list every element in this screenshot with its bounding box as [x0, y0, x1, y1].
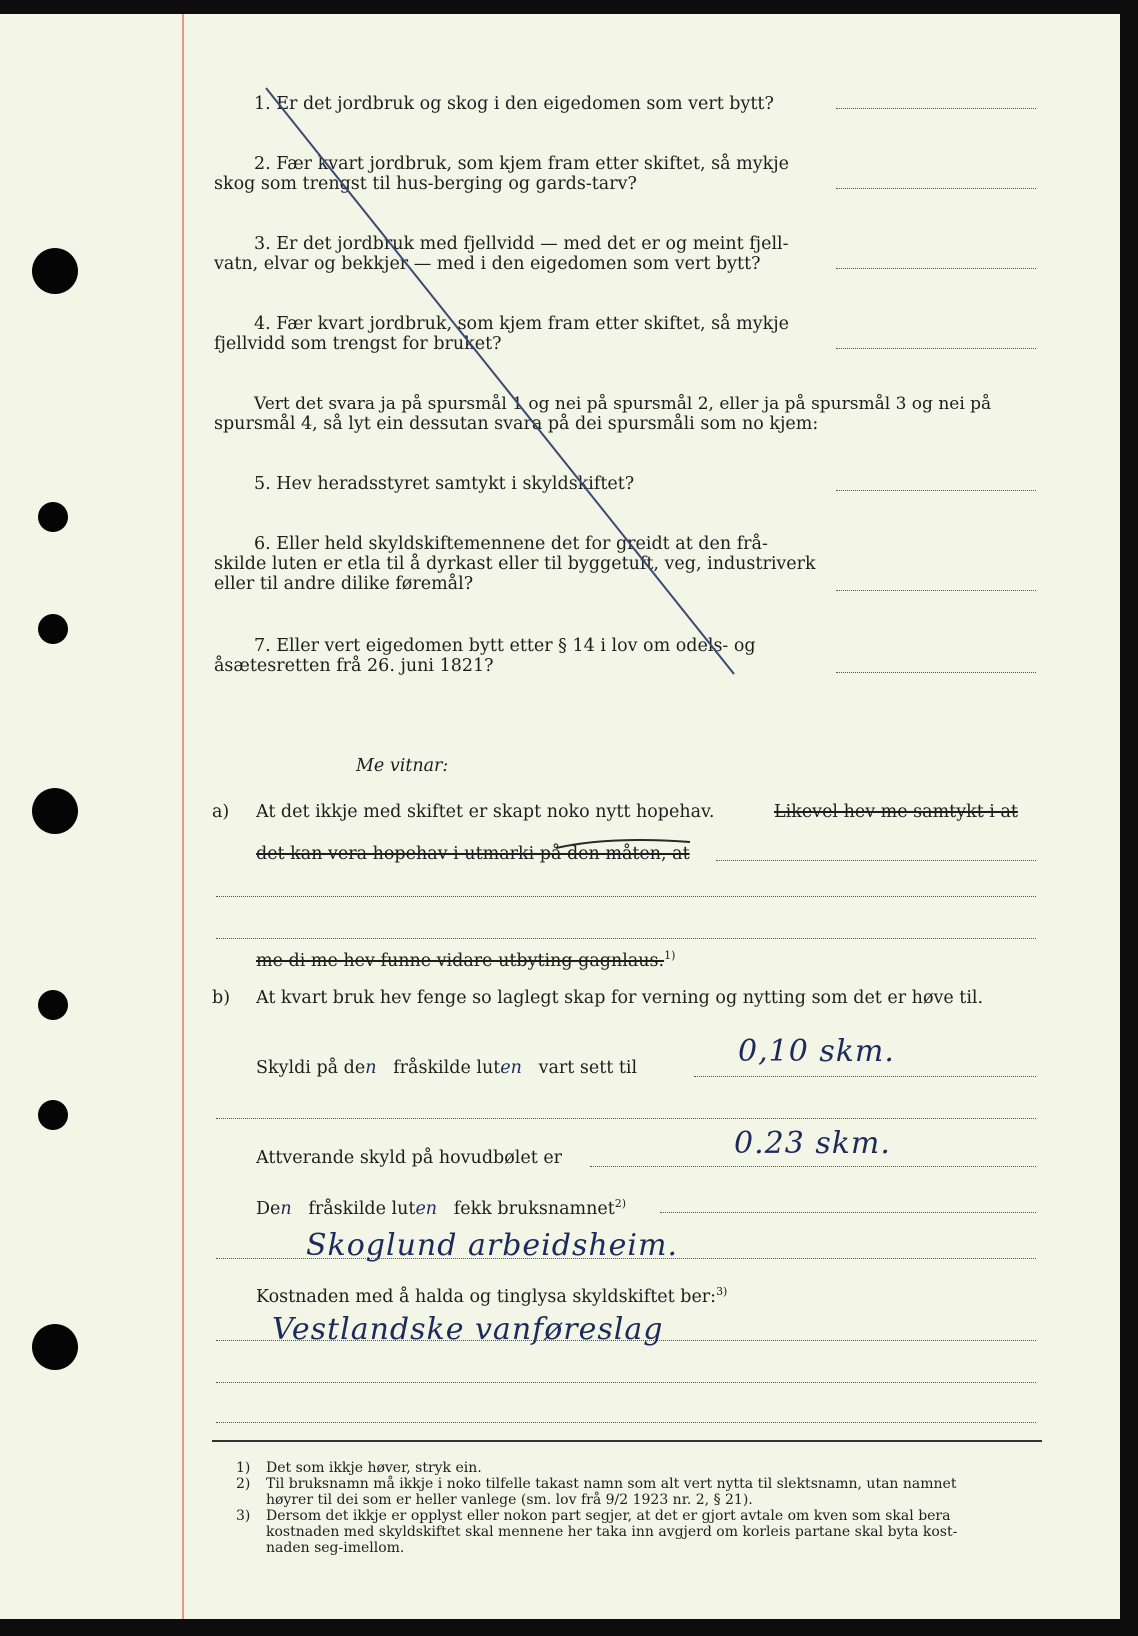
skyld-hand-a: n: [365, 1058, 377, 1078]
clause-a-struck-2: det kan vera hopehav i utmarki på den måten, at: [256, 844, 690, 864]
footnote-ref-2: 2): [614, 1197, 627, 1210]
footnote-2-line2: høyrer til dei som er heller vanlege (sm. lov frå 9/2 1923 nr. 2, § 21).: [266, 1492, 753, 1508]
skyld-label-a: Skyldi på de: [256, 1058, 366, 1078]
footnote-1-line1: Det som ikkje høver, stryk ein.: [266, 1460, 482, 1476]
question-1: 1. Er det jordbruk og skog i den eigedomen som vert bytt?: [254, 94, 774, 114]
hovudbol-label: Attverande skyld på hovudbølet er: [256, 1148, 563, 1168]
skyld-label-b: fråskilde lut: [393, 1058, 501, 1078]
footnote-2-line1: Til bruksnamn må ikkje i noko tilfelle takast namn som alt vert nytta til slektsnamn, utan namnet: [266, 1476, 957, 1492]
question-3-line1: 3. Er det jordbruk med fjellvidd — med det er og meint fjell-: [254, 234, 789, 254]
bruksnamn-value: Skoglund arbeidsheim.: [306, 1228, 679, 1263]
question-2-line1: 2. Fær kvart jordbruk, som kjem fram etter skiftet, så mykje: [254, 154, 789, 174]
footnote-3-line1: Dersom det ikkje er opplyst eller nokon part segjer, at det er gjort avtale om kven som skal bera: [266, 1508, 951, 1524]
question-6-line2: skilde luten er etla til å dyrkast eller til byggetuft, veg, industriverk: [214, 554, 816, 574]
question-4-line1: 4. Fær kvart jordbruk, som kjem fram etter skiftet, så mykje: [254, 314, 789, 334]
clause-a-struck-3-text: me di me hev funne vidare utbyting gagnlaus.: [256, 950, 665, 971]
bruksnamn-hand-a: n: [280, 1198, 292, 1219]
footnote-ref-3: 3): [716, 1285, 728, 1298]
question-7-line2: åsætesretten frå 26. juni 1821?: [214, 656, 494, 676]
skyld-label-c: vart sett til: [538, 1058, 638, 1078]
clause-a-label: a): [212, 802, 230, 822]
clause-a-struck-1: Likevel hev me samtykt i at: [774, 802, 1018, 822]
clause-b-text: At kvart bruk hev fenge so laglegt skap for verning og nytting som det er høve til.: [256, 988, 984, 1008]
footnote-3-num: 3): [236, 1508, 251, 1524]
footnote-3-line2: kostnaden med skyldskiftet skal mennene her taka inn avgjerd om korleis partane skal byta kost-: [266, 1524, 958, 1540]
question-6-line1: 6. Eller held skyldskiftemennene det for greidt at den frå-: [254, 534, 768, 554]
skyld-hand-b: en: [500, 1058, 522, 1078]
question-7-line1: 7. Eller vert eigedomen bytt etter § 14 i lov om odels- og: [254, 636, 756, 656]
scan-top-border: [0, 0, 1138, 14]
question-4-line2: fjellvidd som trengst for bruket?: [214, 334, 502, 354]
footnote-ref-1: 1): [664, 949, 676, 962]
bruksnamn-label-c: fekk bruksnamnet: [453, 1198, 615, 1219]
question-6-line3: eller til andre dilike føremål?: [214, 574, 474, 594]
bruksnamn-hand-b: en: [415, 1198, 438, 1219]
footnote-3-line3: naden seg-imellom.: [266, 1540, 405, 1556]
skyld-value: 0,10 skm.: [738, 1034, 895, 1069]
footnote-2-num: 2): [236, 1476, 251, 1492]
bruksnamn-label-a: De: [256, 1198, 281, 1219]
intro-line1: Vert det svara ja på spursmål 1 og nei på spursmål 2, eller ja på spursmål 3 og nei på: [254, 394, 992, 414]
footnote-1-num: 1): [236, 1460, 251, 1476]
kostnad-value: Vestlandske vanføreslag: [272, 1312, 664, 1347]
question-2-line2: skog som trengst til hus-berging og gards-tarv?: [214, 174, 637, 194]
hovudbol-value: 0.23 skm.: [734, 1126, 891, 1161]
cancel-stroke: [0, 14, 1120, 1619]
kostnad-label-text: Kostnaden med å halda og tinglysa skyldskiftet ber:: [256, 1286, 717, 1307]
form-page: [0, 14, 1120, 1619]
question-3-line2: vatn, elvar og bekkjer — med i den eigedomen som vert bytt?: [214, 254, 761, 274]
clause-b-label: b): [212, 988, 231, 1008]
intro-line2: spursmål 4, så lyt ein dessutan svara på dei spursmåli som no kjem:: [214, 414, 819, 434]
question-5: 5. Hev heradsstyret samtykt i skyldskiftet?: [254, 474, 635, 494]
bruksnamn-label-b: fråskilde lut: [308, 1198, 416, 1219]
vitnar-heading: Me vitnar:: [356, 756, 449, 776]
clause-a-text: At det ikkje med skiftet er skapt noko nytt hopehav.: [256, 802, 715, 822]
